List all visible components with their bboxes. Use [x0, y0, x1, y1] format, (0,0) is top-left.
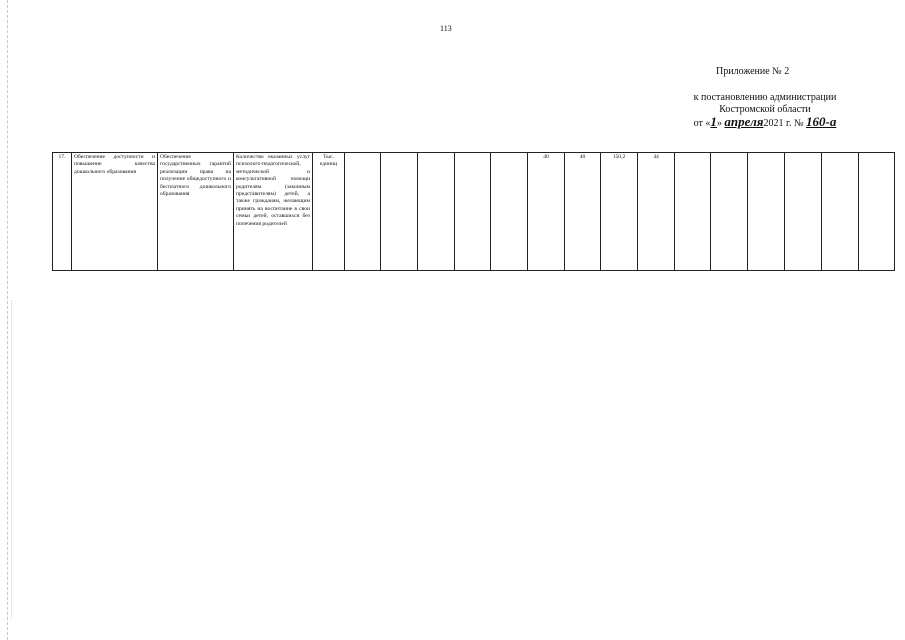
cell-value-3: 150,2 — [601, 153, 638, 271]
scan-edge-line — [7, 0, 8, 640]
cell-empty — [455, 153, 491, 271]
handwritten-number: 160-а — [805, 114, 837, 129]
handwritten-month: апреля — [724, 114, 764, 129]
cell-goal: Обеспечение доступности и повышение качества дошкольного образования — [72, 153, 158, 271]
handwritten-day: 1 — [710, 114, 717, 129]
cell-value-1: 40 — [528, 153, 565, 271]
cell-empty — [859, 153, 895, 271]
cell-empty — [381, 153, 418, 271]
cell-value-4: 44 — [638, 153, 675, 271]
decree-reference — [660, 92, 870, 130]
cell-empty — [711, 153, 748, 271]
table-row — [53, 153, 895, 271]
date-mid: » — [716, 118, 722, 129]
cell-empty — [675, 153, 711, 271]
cell-empty — [748, 153, 785, 271]
page-number: 113 — [440, 24, 452, 33]
decree-line-1: к постановлению администрации — [693, 92, 837, 103]
cell-empty — [785, 153, 822, 271]
cell-empty — [345, 153, 381, 271]
cell-unit: Тыс. единиц — [313, 153, 345, 271]
date-year: 2021 г. № — [763, 118, 804, 129]
cell-number: 17. — [53, 153, 72, 271]
cell-task: Обеспечение государственных гарантий реализации права на получение общедоступного и бесплатного дошкольного образования — [158, 153, 234, 271]
scan-edge-line — [11, 300, 12, 620]
cell-empty — [418, 153, 455, 271]
decree-line-2: Костромской области — [719, 104, 811, 115]
indicators-table — [52, 152, 895, 271]
cell-empty — [822, 153, 859, 271]
decree-date — [660, 116, 870, 130]
cell-empty — [491, 153, 528, 271]
date-prefix: от « — [693, 118, 711, 129]
cell-value-2: 40 — [565, 153, 601, 271]
cell-indicator: Количество оказанных услуг психолого-педагогической, методической и консультативной помощи родителям (законным представителям) детей, а также гражданам, желающим принять на воспитание в свои семьи детей, оставшихся без попечения родителей — [234, 153, 313, 271]
appendix-title: Приложение № 2 — [716, 66, 790, 77]
